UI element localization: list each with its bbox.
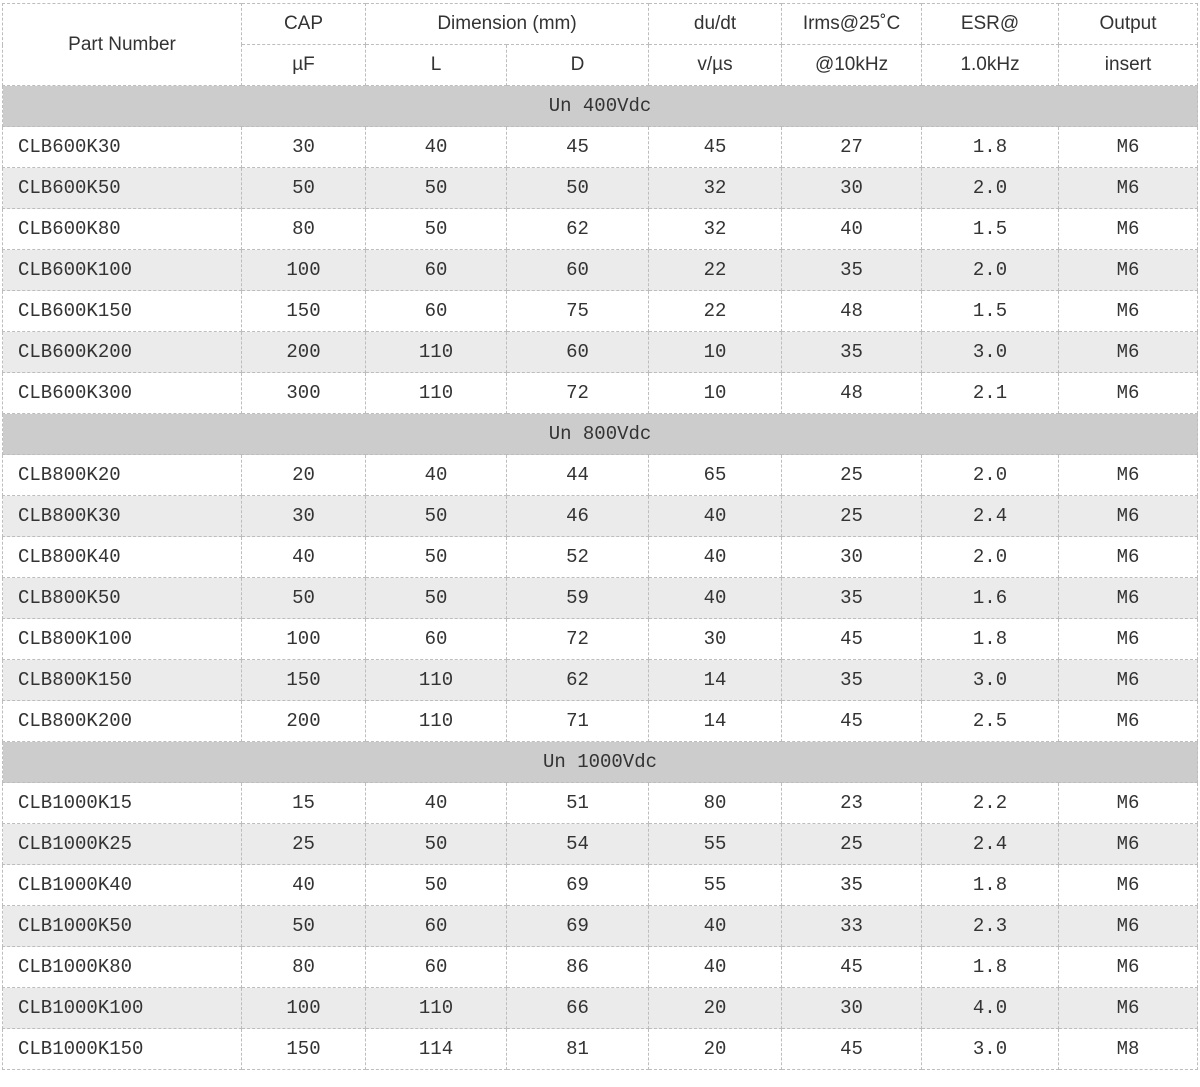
table-row bbox=[3, 988, 1198, 1029]
cell-output-insert: M6 bbox=[1059, 619, 1198, 660]
cell-irms: 45 bbox=[782, 947, 922, 988]
section-voltage-label: Un 1000Vdc bbox=[3, 742, 1198, 783]
cell-output-insert: M6 bbox=[1059, 168, 1198, 209]
cell-capacitance: 30 bbox=[242, 127, 366, 168]
cell-part-number: CLB800K20 bbox=[3, 455, 242, 496]
cell-length: 114 bbox=[366, 1029, 507, 1070]
cell-length: 110 bbox=[366, 660, 507, 701]
section-header-row bbox=[3, 414, 1198, 455]
cell-esr: 2.0 bbox=[922, 250, 1059, 291]
cell-part-number: CLB800K30 bbox=[3, 496, 242, 537]
cell-esr: 3.0 bbox=[922, 332, 1059, 373]
cell-capacitance: 80 bbox=[242, 947, 366, 988]
header-dim-d: D bbox=[507, 45, 649, 86]
cell-esr: 4.0 bbox=[922, 988, 1059, 1029]
cell-dudt: 40 bbox=[649, 578, 782, 619]
cell-length: 110 bbox=[366, 701, 507, 742]
table-row bbox=[3, 906, 1198, 947]
cell-diameter: 59 bbox=[507, 578, 649, 619]
cell-esr: 1.8 bbox=[922, 947, 1059, 988]
cell-capacitance: 20 bbox=[242, 455, 366, 496]
cell-esr: 1.8 bbox=[922, 865, 1059, 906]
cell-part-number: CLB800K40 bbox=[3, 537, 242, 578]
cell-part-number: CLB1000K15 bbox=[3, 783, 242, 824]
cell-part-number: CLB600K30 bbox=[3, 127, 242, 168]
cell-esr: 1.5 bbox=[922, 291, 1059, 332]
cell-capacitance: 200 bbox=[242, 701, 366, 742]
cell-output-insert: M6 bbox=[1059, 537, 1198, 578]
cell-part-number: CLB1000K25 bbox=[3, 824, 242, 865]
section-voltage-label: Un 800Vdc bbox=[3, 414, 1198, 455]
cell-irms: 45 bbox=[782, 1029, 922, 1070]
header-dudt-unit: v/µs bbox=[649, 45, 782, 86]
cell-esr: 1.8 bbox=[922, 619, 1059, 660]
cell-part-number: CLB800K50 bbox=[3, 578, 242, 619]
table-row bbox=[3, 537, 1198, 578]
cell-capacitance: 200 bbox=[242, 332, 366, 373]
cell-part-number: CLB1000K100 bbox=[3, 988, 242, 1029]
cell-irms: 27 bbox=[782, 127, 922, 168]
cell-irms: 48 bbox=[782, 291, 922, 332]
header-output-unit: insert bbox=[1059, 45, 1198, 86]
table-row bbox=[3, 291, 1198, 332]
cell-length: 50 bbox=[366, 578, 507, 619]
cell-esr: 2.1 bbox=[922, 373, 1059, 414]
cell-part-number: CLB800K100 bbox=[3, 619, 242, 660]
cell-capacitance: 30 bbox=[242, 496, 366, 537]
cell-diameter: 81 bbox=[507, 1029, 649, 1070]
cell-length: 50 bbox=[366, 168, 507, 209]
cell-esr: 1.6 bbox=[922, 578, 1059, 619]
table-row bbox=[3, 332, 1198, 373]
cell-output-insert: M6 bbox=[1059, 865, 1198, 906]
cell-diameter: 66 bbox=[507, 988, 649, 1029]
cell-diameter: 69 bbox=[507, 865, 649, 906]
cell-output-insert: M6 bbox=[1059, 906, 1198, 947]
table-row bbox=[3, 865, 1198, 906]
cell-capacitance: 50 bbox=[242, 168, 366, 209]
cell-length: 50 bbox=[366, 209, 507, 250]
cell-part-number: CLB600K200 bbox=[3, 332, 242, 373]
cell-irms: 35 bbox=[782, 332, 922, 373]
cell-dudt: 55 bbox=[649, 865, 782, 906]
table-row bbox=[3, 250, 1198, 291]
cell-output-insert: M6 bbox=[1059, 496, 1198, 537]
header-esr: ESR@ bbox=[922, 4, 1059, 45]
cell-diameter: 75 bbox=[507, 291, 649, 332]
cell-capacitance: 300 bbox=[242, 373, 366, 414]
table-header bbox=[3, 4, 1198, 86]
cell-output-insert: M6 bbox=[1059, 127, 1198, 168]
cell-irms: 48 bbox=[782, 373, 922, 414]
cell-esr: 2.5 bbox=[922, 701, 1059, 742]
cell-esr: 3.0 bbox=[922, 660, 1059, 701]
cell-output-insert: M6 bbox=[1059, 209, 1198, 250]
cell-length: 50 bbox=[366, 496, 507, 537]
cell-esr: 1.5 bbox=[922, 209, 1059, 250]
cell-dudt: 32 bbox=[649, 209, 782, 250]
cell-dudt: 55 bbox=[649, 824, 782, 865]
cell-diameter: 50 bbox=[507, 168, 649, 209]
cell-output-insert: M6 bbox=[1059, 660, 1198, 701]
cell-length: 50 bbox=[366, 537, 507, 578]
table-row bbox=[3, 783, 1198, 824]
cell-capacitance: 15 bbox=[242, 783, 366, 824]
cell-part-number: CLB600K300 bbox=[3, 373, 242, 414]
cell-diameter: 45 bbox=[507, 127, 649, 168]
cell-esr: 2.4 bbox=[922, 496, 1059, 537]
capacitor-spec-table bbox=[2, 3, 1198, 1070]
cell-esr: 2.2 bbox=[922, 783, 1059, 824]
cell-irms: 30 bbox=[782, 168, 922, 209]
header-dudt: du/dt bbox=[649, 4, 782, 45]
cell-diameter: 72 bbox=[507, 373, 649, 414]
table-row bbox=[3, 209, 1198, 250]
cell-diameter: 72 bbox=[507, 619, 649, 660]
cell-part-number: CLB600K100 bbox=[3, 250, 242, 291]
cell-output-insert: M6 bbox=[1059, 988, 1198, 1029]
cell-esr: 2.4 bbox=[922, 824, 1059, 865]
cell-esr: 1.8 bbox=[922, 127, 1059, 168]
cell-dudt: 22 bbox=[649, 250, 782, 291]
cell-diameter: 46 bbox=[507, 496, 649, 537]
cell-diameter: 69 bbox=[507, 906, 649, 947]
header-part-number: Part Number bbox=[3, 4, 242, 86]
cell-dudt: 40 bbox=[649, 906, 782, 947]
header-dim-l: L bbox=[366, 45, 507, 86]
cell-irms: 35 bbox=[782, 578, 922, 619]
section-voltage-label: Un 400Vdc bbox=[3, 86, 1198, 127]
cell-esr: 2.3 bbox=[922, 906, 1059, 947]
cell-dudt: 22 bbox=[649, 291, 782, 332]
cell-capacitance: 40 bbox=[242, 537, 366, 578]
cell-esr: 2.0 bbox=[922, 537, 1059, 578]
header-esr-freq: 1.0kHz bbox=[922, 45, 1059, 86]
cell-part-number: CLB1000K50 bbox=[3, 906, 242, 947]
cell-irms: 33 bbox=[782, 906, 922, 947]
cell-dudt: 20 bbox=[649, 988, 782, 1029]
cell-part-number: CLB1000K150 bbox=[3, 1029, 242, 1070]
cell-capacitance: 50 bbox=[242, 578, 366, 619]
cell-diameter: 44 bbox=[507, 455, 649, 496]
cell-length: 110 bbox=[366, 332, 507, 373]
section-header-row bbox=[3, 742, 1198, 783]
cell-output-insert: M6 bbox=[1059, 250, 1198, 291]
section-header-row bbox=[3, 86, 1198, 127]
header-cap: CAP bbox=[242, 4, 366, 45]
cell-output-insert: M6 bbox=[1059, 455, 1198, 496]
header-cap-unit: µF bbox=[242, 45, 366, 86]
cell-dudt: 40 bbox=[649, 947, 782, 988]
cell-diameter: 54 bbox=[507, 824, 649, 865]
cell-dudt: 10 bbox=[649, 373, 782, 414]
table-row bbox=[3, 578, 1198, 619]
cell-capacitance: 100 bbox=[242, 250, 366, 291]
header-output: Output bbox=[1059, 4, 1198, 45]
table-row bbox=[3, 619, 1198, 660]
cell-length: 40 bbox=[366, 127, 507, 168]
cell-output-insert: M6 bbox=[1059, 373, 1198, 414]
cell-irms: 30 bbox=[782, 988, 922, 1029]
table-row bbox=[3, 1029, 1198, 1070]
cell-capacitance: 100 bbox=[242, 619, 366, 660]
cell-length: 40 bbox=[366, 783, 507, 824]
cell-capacitance: 80 bbox=[242, 209, 366, 250]
cell-capacitance: 150 bbox=[242, 1029, 366, 1070]
cell-capacitance: 50 bbox=[242, 906, 366, 947]
cell-output-insert: M6 bbox=[1059, 783, 1198, 824]
cell-irms: 25 bbox=[782, 455, 922, 496]
cell-part-number: CLB600K50 bbox=[3, 168, 242, 209]
cell-part-number: CLB800K200 bbox=[3, 701, 242, 742]
cell-length: 110 bbox=[366, 988, 507, 1029]
cell-irms: 35 bbox=[782, 660, 922, 701]
header-irms-freq: @10kHz bbox=[782, 45, 922, 86]
table-row bbox=[3, 496, 1198, 537]
cell-output-insert: M6 bbox=[1059, 291, 1198, 332]
cell-capacitance: 25 bbox=[242, 824, 366, 865]
cell-diameter: 86 bbox=[507, 947, 649, 988]
cell-diameter: 60 bbox=[507, 332, 649, 373]
cell-output-insert: M8 bbox=[1059, 1029, 1198, 1070]
table-row bbox=[3, 127, 1198, 168]
cell-output-insert: M6 bbox=[1059, 578, 1198, 619]
cell-length: 50 bbox=[366, 824, 507, 865]
header-dimension: Dimension (mm) bbox=[366, 4, 649, 45]
cell-dudt: 40 bbox=[649, 496, 782, 537]
table-row bbox=[3, 660, 1198, 701]
cell-irms: 35 bbox=[782, 865, 922, 906]
cell-part-number: CLB600K150 bbox=[3, 291, 242, 332]
cell-dudt: 14 bbox=[649, 701, 782, 742]
cell-output-insert: M6 bbox=[1059, 947, 1198, 988]
cell-dudt: 45 bbox=[649, 127, 782, 168]
table-row bbox=[3, 947, 1198, 988]
cell-diameter: 60 bbox=[507, 250, 649, 291]
cell-dudt: 10 bbox=[649, 332, 782, 373]
cell-irms: 23 bbox=[782, 783, 922, 824]
cell-esr: 2.0 bbox=[922, 455, 1059, 496]
table-row bbox=[3, 701, 1198, 742]
cell-dudt: 20 bbox=[649, 1029, 782, 1070]
cell-length: 60 bbox=[366, 906, 507, 947]
cell-part-number: CLB800K150 bbox=[3, 660, 242, 701]
cell-length: 60 bbox=[366, 291, 507, 332]
cell-output-insert: M6 bbox=[1059, 701, 1198, 742]
table-row bbox=[3, 168, 1198, 209]
table-row bbox=[3, 455, 1198, 496]
cell-dudt: 80 bbox=[649, 783, 782, 824]
table-body bbox=[3, 86, 1198, 1070]
cell-diameter: 62 bbox=[507, 660, 649, 701]
cell-dudt: 65 bbox=[649, 455, 782, 496]
cell-length: 60 bbox=[366, 619, 507, 660]
header-irms: Irms@25˚C bbox=[782, 4, 922, 45]
cell-dudt: 30 bbox=[649, 619, 782, 660]
table-row bbox=[3, 824, 1198, 865]
cell-part-number: CLB1000K80 bbox=[3, 947, 242, 988]
cell-esr: 2.0 bbox=[922, 168, 1059, 209]
cell-diameter: 51 bbox=[507, 783, 649, 824]
cell-irms: 35 bbox=[782, 250, 922, 291]
cell-length: 40 bbox=[366, 455, 507, 496]
cell-diameter: 71 bbox=[507, 701, 649, 742]
cell-part-number: CLB1000K40 bbox=[3, 865, 242, 906]
cell-part-number: CLB600K80 bbox=[3, 209, 242, 250]
cell-length: 60 bbox=[366, 947, 507, 988]
cell-irms: 25 bbox=[782, 496, 922, 537]
cell-dudt: 14 bbox=[649, 660, 782, 701]
table-row bbox=[3, 373, 1198, 414]
cell-capacitance: 100 bbox=[242, 988, 366, 1029]
cell-length: 110 bbox=[366, 373, 507, 414]
cell-output-insert: M6 bbox=[1059, 824, 1198, 865]
cell-esr: 3.0 bbox=[922, 1029, 1059, 1070]
cell-length: 60 bbox=[366, 250, 507, 291]
cell-irms: 25 bbox=[782, 824, 922, 865]
cell-diameter: 62 bbox=[507, 209, 649, 250]
cell-output-insert: M6 bbox=[1059, 332, 1198, 373]
cell-capacitance: 150 bbox=[242, 660, 366, 701]
cell-capacitance: 40 bbox=[242, 865, 366, 906]
cell-diameter: 52 bbox=[507, 537, 649, 578]
cell-irms: 30 bbox=[782, 537, 922, 578]
cell-irms: 45 bbox=[782, 701, 922, 742]
cell-length: 50 bbox=[366, 865, 507, 906]
cell-dudt: 32 bbox=[649, 168, 782, 209]
cell-capacitance: 150 bbox=[242, 291, 366, 332]
cell-dudt: 40 bbox=[649, 537, 782, 578]
cell-irms: 40 bbox=[782, 209, 922, 250]
cell-irms: 45 bbox=[782, 619, 922, 660]
